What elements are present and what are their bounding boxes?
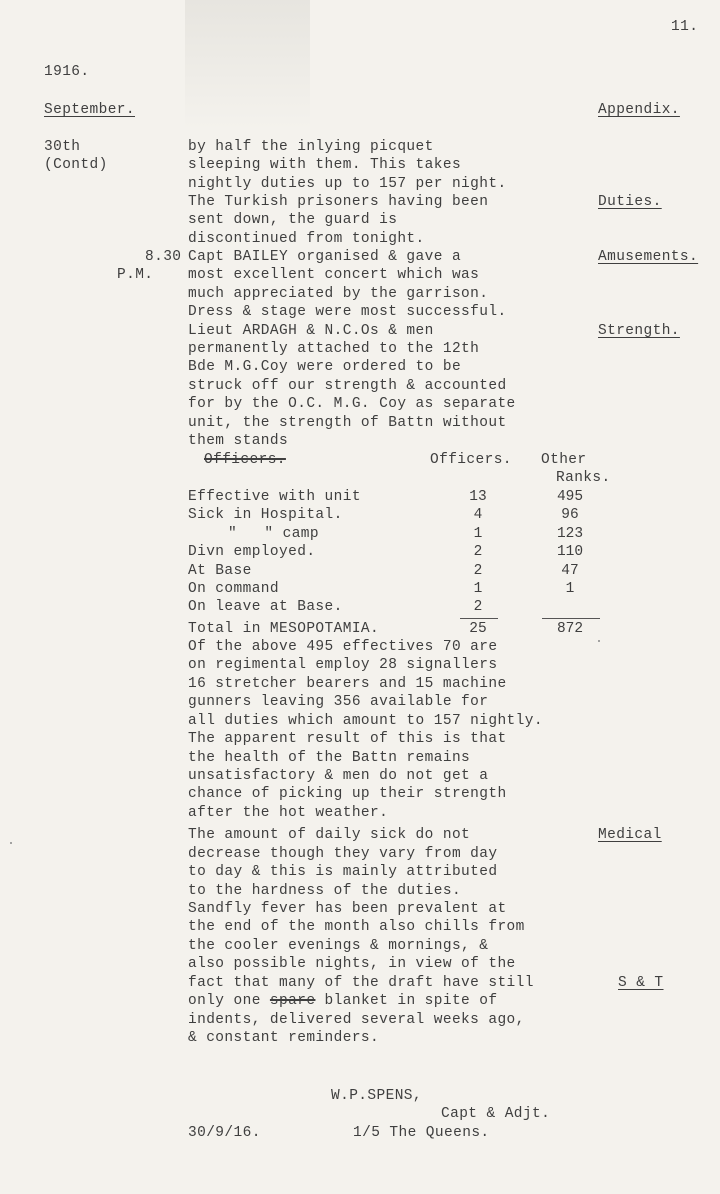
para4-line: after the hot weather. [188, 805, 389, 821]
blanket-line-after: blanket in spite of [315, 993, 498, 1009]
column-header-other: Other [541, 452, 587, 468]
column-header-officers: Officers. [430, 452, 512, 468]
para1-line: discontinued from tonight. [188, 231, 425, 247]
table-cell-other: 96 [561, 507, 579, 523]
table-cell-other: 110 [556, 544, 584, 560]
blanket-line-struck-word: spare [269, 993, 316, 1009]
para3-line: them stands [188, 433, 289, 449]
para5-line: the end of the month also chills from [188, 919, 525, 935]
para5-line: also possible nights, in view of the [188, 956, 516, 972]
blanket-line [188, 992, 497, 1010]
signature-date: 30/9/16. [188, 1125, 261, 1141]
table-cell-other: 47 [561, 563, 579, 579]
struck-through-word: Officers. [204, 452, 286, 468]
table-cell-officers: 1 [473, 526, 483, 542]
margin-note-medical: Medical [598, 827, 662, 843]
para4-line: Of the above 495 effectives 70 are [188, 639, 498, 655]
para3-line: for by the O.C. M.G. Coy as separate [188, 396, 516, 412]
paper-speck [10, 842, 12, 844]
table-total-other: 872 [556, 621, 584, 637]
signature-unit: 1/5 The Queens. [353, 1125, 490, 1141]
para5-line: The amount of daily sick do not [188, 827, 471, 843]
signature-rank: Capt & Adjt. [441, 1106, 551, 1122]
month-heading: September. [44, 102, 136, 118]
para5-line: the cooler evenings & mornings, & [188, 938, 489, 954]
para4-line: 16 stretcher bearers and 15 machine [188, 676, 507, 692]
table-total-label: Total in MESOPOTAMIA. [188, 621, 380, 637]
margin-note-amusements: Amusements. [598, 249, 699, 265]
table-row-label: Divn employed. [188, 544, 316, 560]
para2-line: Capt BAILEY organised & gave a [188, 249, 462, 265]
table-cell-officers: 2 [473, 544, 483, 560]
para3-line: Bde M.G.Coy were ordered to be [188, 359, 462, 375]
para2-line: much appreciated by the garrison. [188, 286, 489, 302]
date-day: 30th [44, 139, 81, 155]
para2-line: most excellent concert which was [188, 267, 480, 283]
table-cell-other: 123 [556, 526, 584, 542]
para1-line: sleeping with them. This takes [188, 157, 462, 173]
total-rule-other [542, 618, 600, 619]
para3-line: permanently attached to the 12th [188, 341, 480, 357]
para5-line: to the hardness of the duties. [188, 883, 462, 899]
table-cell-officers: 4 [473, 507, 483, 523]
para5-line: fact that many of the draft have still [188, 975, 534, 991]
blanket-line-before: only one [188, 993, 270, 1009]
para4-line: gunners leaving 356 available for [188, 694, 489, 710]
total-rule-officers [460, 618, 498, 619]
page-number: 11. [671, 19, 699, 35]
table-cell-officers: 2 [473, 563, 483, 579]
table-row-label: Sick in Hospital. [188, 507, 343, 523]
para6-line: & constant reminders. [188, 1030, 380, 1046]
margin-note-strength: Strength. [598, 323, 680, 339]
para2-line: Dress & stage were most successful. [188, 304, 507, 320]
year: 1916. [44, 64, 90, 80]
para5-line: to day & this is mainly attributed [188, 864, 498, 880]
table-row-label: On command [188, 581, 280, 597]
para1-line: The Turkish prisoners having been [188, 194, 489, 210]
para4-line: on regimental employ 28 signallers [188, 657, 498, 673]
para5-line: Sandfly fever has been prevalent at [188, 901, 507, 917]
date-contd: (Contd) [44, 157, 108, 173]
para6-line: indents, delivered several weeks ago, [188, 1012, 525, 1028]
paper-speck [598, 640, 600, 642]
table-row-label: On leave at Base. [188, 599, 343, 615]
signature-name: W.P.SPENS, [331, 1088, 423, 1104]
table-cell-other: 495 [556, 489, 584, 505]
time-value: 8.30 [145, 249, 182, 265]
para5-line: decrease though they vary from day [188, 846, 498, 862]
appendix-heading: Appendix. [598, 102, 680, 118]
table-cell-officers: 13 [469, 489, 487, 505]
paper-shading [185, 0, 310, 130]
table-cell-officers: 1 [473, 581, 483, 597]
para1-line: sent down, the guard is [188, 212, 398, 228]
para4-line: chance of picking up their strength [188, 786, 507, 802]
para4-line: all duties which amount to 157 nightly. [188, 713, 543, 729]
table-row-label: At Base [188, 563, 252, 579]
para1-line: nightly duties up to 157 per night. [188, 176, 507, 192]
column-header-ranks: Ranks. [556, 470, 611, 486]
para1-line: by half the inlying picquet [188, 139, 434, 155]
table-cell-officers: 2 [473, 599, 483, 615]
para3-line: struck off our strength & accounted [188, 378, 507, 394]
para4-line: The apparent result of this is that [188, 731, 507, 747]
table-row-label: " " camp [228, 526, 320, 542]
para3-line: Lieut ARDAGH & N.C.Os & men [188, 323, 434, 339]
time-meridiem: P.M. [117, 267, 154, 283]
margin-note-duties: Duties. [598, 194, 662, 210]
para4-line: unsatisfactory & men do not get a [188, 768, 489, 784]
table-row-label: Effective with unit [188, 489, 361, 505]
para3-line: unit, the strength of Battn without [188, 415, 507, 431]
margin-note-s-and-t: S & T [618, 975, 664, 991]
table-cell-other: 1 [565, 581, 575, 597]
para4-line: the health of the Battn remains [188, 750, 471, 766]
table-total-officers: 25 [469, 621, 487, 637]
